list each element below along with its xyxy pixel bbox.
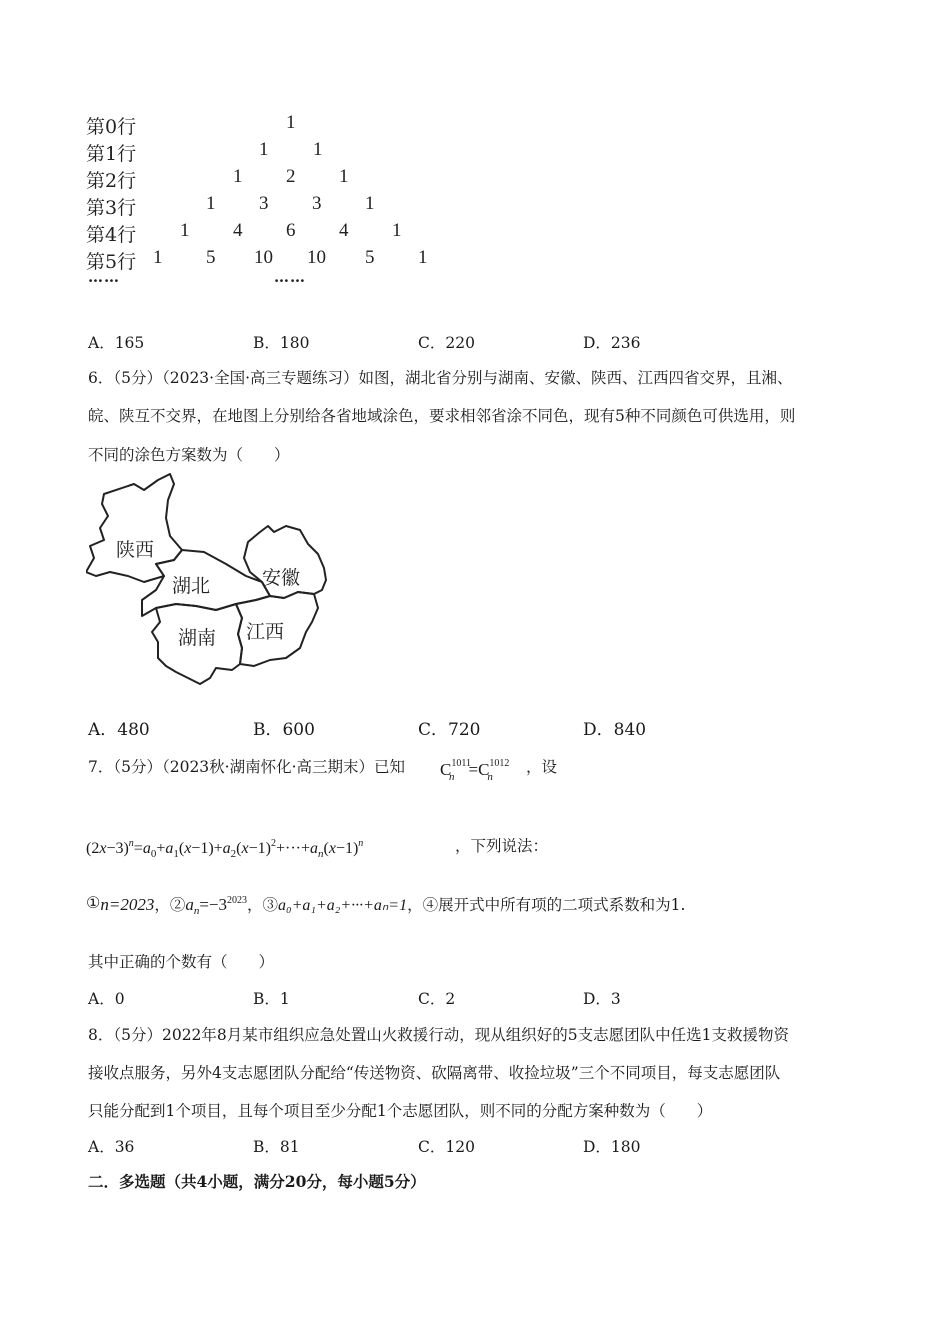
statement-3: a₀+a₁+a₂+···+aₙ=1 (278, 897, 408, 914)
triangle-value: 1 (392, 220, 402, 241)
triangle-value: 3 (259, 193, 269, 214)
option-c: C．2 (418, 990, 456, 1008)
label-hunan: 湖南 (178, 627, 217, 649)
row-label: 第2行 (86, 170, 137, 192)
section-heading: 二．多选题（共4小题，满分20分，每小题5分） (88, 1172, 426, 1191)
triangle-value: 10 (307, 247, 326, 268)
map-svg (86, 472, 331, 687)
triangle-value: 5 (206, 247, 216, 268)
option-a: A．36 (88, 1138, 135, 1156)
option-d: D．3 (583, 990, 621, 1008)
question-text: 接收点服务，另外4支志愿团队分配给“传送物资、砍隔离带、收捡垃圾”三个不同项目，每支志愿团队 (88, 1064, 781, 1082)
shaanxi-region (86, 474, 182, 582)
row-label: 第5行 (86, 251, 137, 273)
label-shaanxi: 陕西 (116, 539, 155, 561)
triangle-value: 1 (418, 247, 428, 268)
expansion-tail: ，下列说法： (455, 837, 549, 855)
option-b: B．600 (253, 720, 315, 740)
row-label: 第1行 (86, 143, 137, 165)
triangle-value: 1 (339, 166, 349, 187)
question-text: 只能分配到1个项目，且每个项目至少分配1个志愿团队，则不同的分配方案种数为（ ） (88, 1102, 713, 1120)
row-label: 第3行 (86, 197, 137, 219)
triangle-value: 10 (254, 247, 273, 268)
option-d: D．236 (583, 334, 641, 352)
question-text: 8．（5分）2022年8月某市组织应急处置山火救援行动，现从组织好的5支志愿团队中任选1支救援物资 (88, 1026, 790, 1044)
triangle-value: 4 (233, 220, 243, 241)
row-label: 第4行 (86, 224, 137, 246)
triangle-value: 1 (259, 139, 269, 160)
triangle-value: 3 (312, 193, 322, 214)
triangle-value: 1 (286, 112, 296, 133)
expansion-formula: $(2x-3)^n=a_0+a_1(x-1)+a_2(x-1)^2+\cdot\cdot\cdot+a_n(x-1)^n$ (86, 838, 364, 860)
ellipsis-middle: …… (274, 268, 306, 286)
triangle-value: 1 (365, 193, 375, 214)
question-text: 皖、陕互不交界，在地图上分别给各省地域涂色，要求相邻省涂不同色，现有5种不同颜色可供选用，则 (88, 407, 796, 425)
question-intro-tail: ，设 (526, 758, 558, 776)
statements-line: ①n=2023，$②a_n=-3^{2023}$，③a₀+a₁+a₂+···+aₙ=1，④展开式中所有项的二项式系数和为1. (86, 893, 686, 917)
triangle-value: 1 (233, 166, 243, 187)
label-jiangxi: 江西 (246, 621, 285, 643)
triangle-value: 2 (286, 166, 296, 187)
triangle-value: 4 (339, 220, 349, 241)
option-b: B．81 (253, 1138, 300, 1156)
triangle-value: 1 (180, 220, 190, 241)
statement-4: ，④展开式中所有项的二项式系数和为1. (407, 896, 686, 914)
question-intro: 7．（5分）（2023秋·湖南怀化·高三期末）已知 (88, 758, 406, 776)
option-a: A．0 (88, 990, 125, 1008)
province-map (86, 472, 331, 687)
label-anhui: 安徽 (262, 567, 301, 589)
question-prompt: 其中正确的个数有（ ） (88, 953, 275, 971)
question-text: 6．（5分）（2023·全国·高三专题练习）如图，湖北省分别与湖南、安徽、陕西、江西四省交界，且湘、 (88, 369, 793, 387)
option-d: D．840 (583, 720, 647, 740)
option-c: C．120 (418, 1138, 475, 1156)
row-label: 第0行 (86, 116, 137, 138)
option-c: C．720 (418, 720, 481, 740)
option-c: C．220 (418, 334, 475, 352)
triangle-value: 5 (365, 247, 375, 268)
triangle-value: 1 (206, 193, 216, 214)
question-text: 不同的涂色方案数为（ ） (88, 446, 290, 464)
triangle-value: 1 (313, 139, 323, 160)
label-hubei: 湖北 (172, 575, 211, 597)
option-b: B．1 (253, 990, 290, 1008)
option-a: A．480 (88, 720, 150, 740)
option-a: A．165 (88, 334, 145, 352)
option-b: B．180 (253, 334, 310, 352)
statement-2: =−3 (199, 895, 228, 914)
triangle-value: 1 (153, 247, 163, 268)
statement-1: n=2023 (100, 895, 155, 914)
option-d: D．180 (583, 1138, 641, 1156)
combination-formula: $C^{1011}_n =C^{1012}_n$ (440, 758, 510, 783)
triangle-value: 6 (286, 220, 296, 241)
ellipsis-left: …… (88, 268, 120, 286)
